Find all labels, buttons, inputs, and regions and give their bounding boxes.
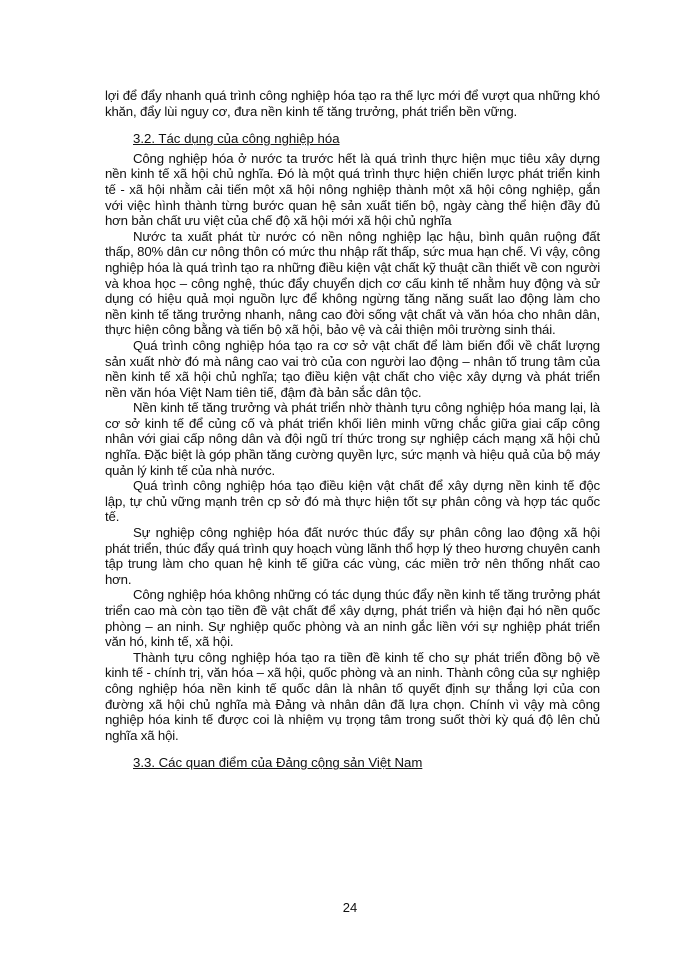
- paragraph-7: Công nghiệp hóa không những có tác dụng thúc đẩy nền kinh tế tăng trưởng phát triển cao mà còn tạo tiền đề vật chất để xây dựng, phát triển và hiện đại hó nền quốc phòng – an ninh. Sự nghiệp quốc phòng và an ninh gắc liền với sự nghiệp phát triển văn hó, kinh tế, xã hội.: [105, 587, 600, 650]
- paragraph-continuation: lợi để đẩy nhanh quá trình công nghiệp hóa tạo ra thế lực mới để vượt qua những khó khăn, đẩy lùi nguy cơ, đưa nền kinh tế tăng trưởng, phát triển bền vững.: [105, 88, 600, 119]
- paragraph-2: Nước ta xuất phát từ nước có nền nông nghiệp lạc hậu, bình quân ruộng đất thấp, 80% dân cư nông thôn có mức thu nhập rất thấp, sức mua hạn chế. Vì vậy, công nghiệp hóa là quá trình tạo ra những điều kiện vật chất kỹ thuật cần thiết về con người và khoa học – công nghệ, thúc đẩy chuyển dịch cơ cấu kinh tế nhằm huy động và sử dụng có hiệu quả mọi nguồn lực để không ngừng tăng năng suất lao động làm cho nền kinh tế tăng trưởng nhanh, nâng cao đời sống vật chất và văn hóa cho nhân dân, thực hiện công bằng và tiến bộ xã hội, bảo vệ và cải thiện môi trường sinh thái.: [105, 228, 600, 338]
- section-heading-3-3: 3.3. Các quan điểm của Đảng cộng sản Việt Nam: [133, 755, 423, 771]
- paragraph-6: Sự nghiệp công nghiệp hóa đất nước thúc đẩy sự phân công lao động xã hội phát triển, thúc đẩy quá trình quy hoạch vùng lãnh thổ hợp lý theo hương chuyên canh tập trung làm cho quan hệ kinh tế giữa các vùng, các miền trở nên thống nhất cao hơn.: [105, 525, 600, 587]
- paragraph-3: Quá trình công nghiệp hóa tạo ra cơ sở vật chất để làm biến đổi về chất lượng sản xuất nhờ đó mà nâng cao vai trò của con người lao động – nhân tố trung tâm của nền kinh tế xã hội chủ nghĩa; tạo điều kiện vật chất cho việc xây dựng và phát triển nền văn hóa Việt Nam tiên tiế, đậm đà bản sắc dân tộc.: [105, 337, 600, 400]
- paragraph-1: Công nghiệp hóa ở nước ta trước hết là quá trình thực hiện mục tiêu xây dựng nền kinh tế xã hội chủ nghĩa. Đó là một quá trình thực hiện chiến lược phát triển kinh tế - xã hội nhằm cải tiến một xã hội nông nghiệp thành một xã hội công nghiệp, gắn với việc hình thành từng bước quan hệ sản xuất tiến bộ, ngày càng thể hiện đầy đủ hơn bản chất ưu việt của chế độ xã hội mới xã hội chủ nghĩa: [105, 150, 600, 229]
- section-heading-3-2: 3.2. Tác dụng của công nghiệp hóa: [133, 131, 340, 147]
- paragraph-8: Thành tựu công nghiệp hóa tạo ra tiền đề kinh tế cho sự phát triển đồng bộ về kinh tế - chính trị, văn hóa – xã hội, quốc phòng và an ninh. Thành công của sự nghiệp công nghiệp hóa nền kinh tế quốc dân là nhân tố quyết định sự thắng lợi của con đường xã hội chủ nghĩa mà Đảng và nhân dân đã lựa chọn. Chính vì vậy mà công nghiệp hóa kinh tế được coi là nhiệm vụ trọng tâm trong suốt thời kỳ quá độ lên chủ nghĩa xã hội.: [105, 649, 600, 743]
- paragraph-4: Nền kinh tế tăng trưởng và phát triển nhờ thành tựu công nghiệp hóa mang lại, là cơ sở kinh tế để củng cố và phát triển khối liên minh vững chắc giữa giai cấp công nhân với giai cấp nông dân và đội ngũ trí thức trong sự nghiệp cách mạng xã hội chủ nghĩa. Đặc biệt là góp phần tăng cường quyền lực, sức mạnh và hiệu quả của bộ máy quản lý kinh tế của nhà nước.: [105, 400, 600, 478]
- page-number: 24: [342, 900, 358, 915]
- paragraph-5: Quá trình công nghiệp hóa tạo điều kiện vật chất để xây dựng nền kinh tế độc lập, tự chủ vững mạnh trên cp sở đó mà thực hiện tốt sự phân công và hợp tác quốc tế.: [105, 478, 600, 525]
